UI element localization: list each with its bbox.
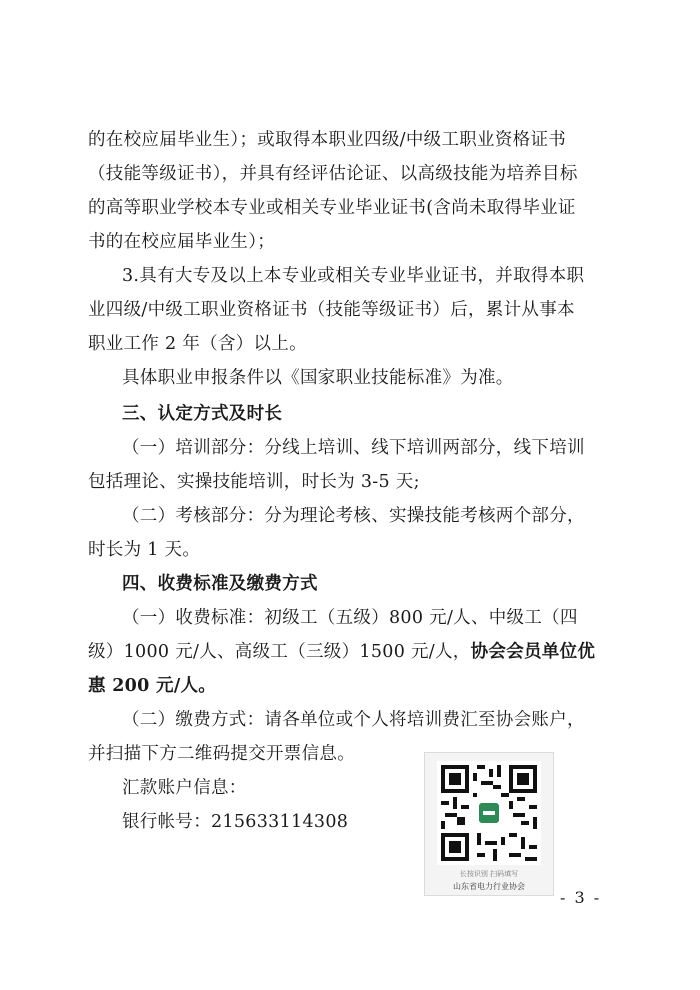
member-discount-text: 协会会员单位优 bbox=[470, 642, 596, 662]
text-line: （二）考核部分：分为理论考核、实操技能考核两个部分， bbox=[122, 506, 585, 526]
text-line: 包括理论、实操技能培训，时长为 3-5 天; bbox=[88, 472, 420, 492]
text-line: 的高等职业学校本专业或相关专业毕业证书(含尚未取得毕业证 bbox=[88, 198, 576, 218]
text-line: （技能等级证书），并具有经评估论证、以高级技能为培养目标 bbox=[88, 164, 578, 184]
qr-code-card[interactable] bbox=[424, 752, 554, 896]
member-discount-text: 惠 200 元/人。 bbox=[88, 676, 217, 696]
text-line: 具体职业申报条件以《国家职业技能标准》为准。 bbox=[122, 368, 514, 388]
text-line bbox=[88, 640, 612, 664]
page-number: - 3 - bbox=[560, 888, 602, 907]
fee-text: 级）1000 元/人、高级工（三级）1500 元/人， bbox=[88, 642, 471, 662]
section-heading: 三、认定方式及时长 bbox=[122, 404, 283, 424]
account-info-label: 汇款账户信息： bbox=[122, 778, 247, 798]
text-line: 时长为 1 天。 bbox=[88, 540, 201, 560]
text-line: 书的在校应届毕业生）； bbox=[88, 232, 276, 252]
text-line: 的在校应届毕业生）；或取得本职业四级/中级工职业资格证书 bbox=[88, 130, 567, 150]
text-line: （二）缴费方式：请各单位或个人将培训费汇至协会账户， bbox=[122, 710, 585, 730]
section-heading: 四、收费标准及缴费方式 bbox=[122, 574, 318, 594]
bank-account-number: 银行帐号：21563311430​8 bbox=[122, 812, 349, 832]
qr-code-icon[interactable] bbox=[437, 761, 541, 865]
text-line: （一）收费标准：初级工（五级）800 元/人、中级工（四 bbox=[122, 608, 578, 628]
text-line: 3.具有大专及以上本专业或相关专业毕业证书，并取得本职 bbox=[122, 266, 585, 286]
text-line: 业四级/中级工职业资格证书（技能等级证书）后，累计从事本 bbox=[88, 300, 575, 320]
text-line: （一）培训部分：分线上培训、线下培训两部分，线下培训 bbox=[122, 438, 585, 458]
qr-organization-label: 山东省电力行业协会 bbox=[453, 882, 525, 891]
text-line: 并扫描下方二维码提交开票信息。 bbox=[88, 744, 355, 764]
qr-caption: 长按识别 扫码填写 bbox=[459, 870, 519, 878]
text-line: 职业工作 2 年（含）以上。 bbox=[88, 334, 307, 354]
